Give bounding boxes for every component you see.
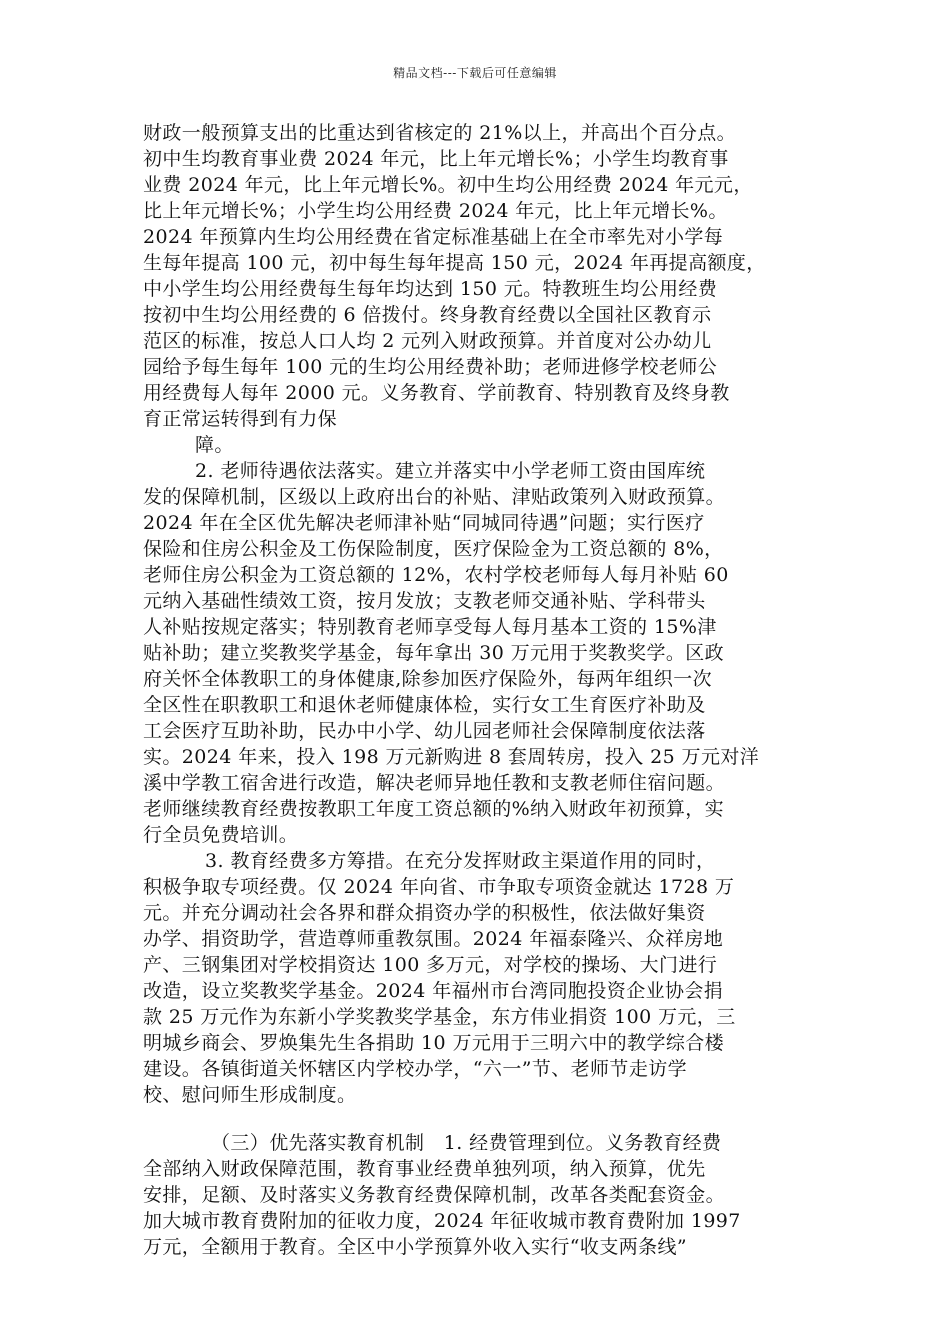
text-line: 园给予每生每年 100 元的生均公用经费补助；老师进修学校老师公 bbox=[143, 356, 718, 378]
text-line: 府关怀全体教职工的身体健康,除参加医疗保险外，每两年组织一次 bbox=[143, 668, 713, 690]
text-line: 积极争取专项经费。仅 2024 年向省、市争取专项资金就达 1728 万 bbox=[143, 876, 735, 898]
paragraph-education-mechanism bbox=[143, 1130, 825, 1260]
page-header: 精品文档---下载后可任意编辑 bbox=[393, 66, 557, 80]
text-line: 3. 教育经费多方筹措。在充分发挥财政主渠道作用的同时， bbox=[205, 850, 716, 872]
text-line: 保险和住房公积金及工伤保险制度，医疗保险金为工资总额的 8%， bbox=[143, 538, 724, 560]
text-line: 款 25 万元作为东新小学奖教奖学基金，东方伟业捐资 100 万元，三 bbox=[143, 1006, 736, 1028]
text-line: 工会医疗互助补助，民办中小学、幼儿园老师社会保障制度依法落 bbox=[143, 720, 706, 742]
text-line: 元纳入基础性绩效工资，按月发放；支教老师交通补贴、学科带头 bbox=[143, 590, 706, 612]
text-line: 明城乡商会、罗焕集先生各捐助 10 万元用于三明六中的教学综合楼 bbox=[143, 1032, 725, 1054]
text-line: 加大城市教育费附加的征收力度，2024 年征收城市教育费附加 1997 bbox=[143, 1210, 741, 1232]
paragraph-teacher-treatment bbox=[143, 458, 825, 848]
text-line: 校、慰问师生形成制度。 bbox=[143, 1084, 357, 1106]
text-line: 全部纳入财政保障范围，教育事业经费单独列项，纳入预算，优先 bbox=[143, 1158, 706, 1180]
text-line: 实。2024 年来，投入 198 万元新购进 8 套周转房，投入 25 万元对洋 bbox=[143, 746, 760, 768]
text-line: 改造，设立奖教奖学基金。2024 年福州市台湾同胞投资企业协会捐 bbox=[143, 980, 724, 1002]
text-line: 用经费每人每年 2000 元。义务教育、学前教育、特别教育及终身教 bbox=[143, 382, 730, 404]
text-line: 办学、捐资助学，营造尊师重教氛围。2024 年福泰隆兴、众祥房地 bbox=[143, 928, 724, 950]
text-line: 障。 bbox=[195, 434, 234, 456]
text-line: 贴补助；建立奖教奖学基金，每年拿出 30 万元用于奖教奖学。区政 bbox=[143, 642, 725, 664]
text-line: 按初中生均公用经费的 6 倍拨付。终身教育经费以全国社区教育示 bbox=[143, 304, 712, 326]
text-line: 范区的标准，按总人口人均 2 元列入财政预算。并首度对公办幼儿 bbox=[143, 330, 712, 352]
text-line: 万元，全额用于教育。全区中小学预算外收入实行“收支两条线” bbox=[143, 1236, 688, 1258]
text-line: （三）优先落实教育机制 1. 经费管理到位。义务教育经费 bbox=[211, 1132, 722, 1154]
text-line: 育正常运转得到有力保 bbox=[143, 408, 338, 430]
text-line: 2024 年在全区优先解决老师津补贴“同城同待遇”问题；实行医疗 bbox=[143, 512, 705, 534]
text-line: 2024 年预算内生均公用经费在省定标准基础上在全市率先对小学每 bbox=[143, 226, 724, 248]
text-line: 全区性在职教职工和退休老师健康体检，实行女工生育医疗补助及 bbox=[143, 694, 706, 716]
text-line: 元。并充分调动社会各界和群众捐资办学的积极性，依法做好集资 bbox=[143, 902, 706, 924]
text-line: 溪中学教工宿舍进行改造，解决老师异地任教和支教老师住宿问题。 bbox=[143, 772, 726, 794]
text-line: 2. 老师待遇依法落实。建立并落实中小学老师工资由国库统 bbox=[195, 460, 706, 482]
text-line: 建设。各镇街道关怀辖区内学校办学，“六一”节、老师节走访学 bbox=[143, 1058, 688, 1080]
text-line: 中小学生均公用经费每生每年均达到 150 元。特教班生均公用经费 bbox=[143, 278, 718, 300]
text-line: 比上年元增长%；小学生均公用经费 2024 年元，比上年元增长%。 bbox=[143, 200, 728, 222]
document-body bbox=[143, 120, 825, 1260]
text-line: 老师住房公积金为工资总额的 12%，农村学校老师每人每月补贴 60 bbox=[143, 564, 729, 586]
text-line: 发的保障机制，区级以上政府出台的补贴、津贴政策列入财政预算。 bbox=[143, 486, 726, 508]
paragraph-funding-ratios bbox=[143, 120, 825, 458]
text-line: 初中生均教育事业费 2024 年元，比上年元增长%；小学生均教育事 bbox=[143, 148, 729, 170]
text-line: 人补贴按规定落实；特别教育老师享受每人每月基本工资的 15%津 bbox=[143, 616, 717, 638]
text-line: 行全员免费培训。 bbox=[143, 824, 299, 846]
paragraph-funding-sources bbox=[143, 848, 825, 1108]
text-line: 产、三钢集团对学校捐资达 100 多万元，对学校的操场、大门进行 bbox=[143, 954, 718, 976]
text-line: 安排，足额、及时落实义务教育经费保障机制，改革各类配套资金。 bbox=[143, 1184, 726, 1206]
text-line: 生每年提高 100 元，初中每生每年提高 150 元，2024 年再提高额度， bbox=[143, 252, 766, 274]
text-line: 业费 2024 年元，比上年元增长%。初中生均公用经费 2024 年元元， bbox=[143, 174, 753, 196]
text-line: 老师继续教育经费按教职工年度工资总额的%纳入财政年初预算，实 bbox=[143, 798, 725, 820]
paragraph-spacer bbox=[143, 1108, 825, 1130]
text-line: 财政一般预算支出的比重达到省核定的 21%以上，并高出个百分点。 bbox=[143, 122, 737, 144]
